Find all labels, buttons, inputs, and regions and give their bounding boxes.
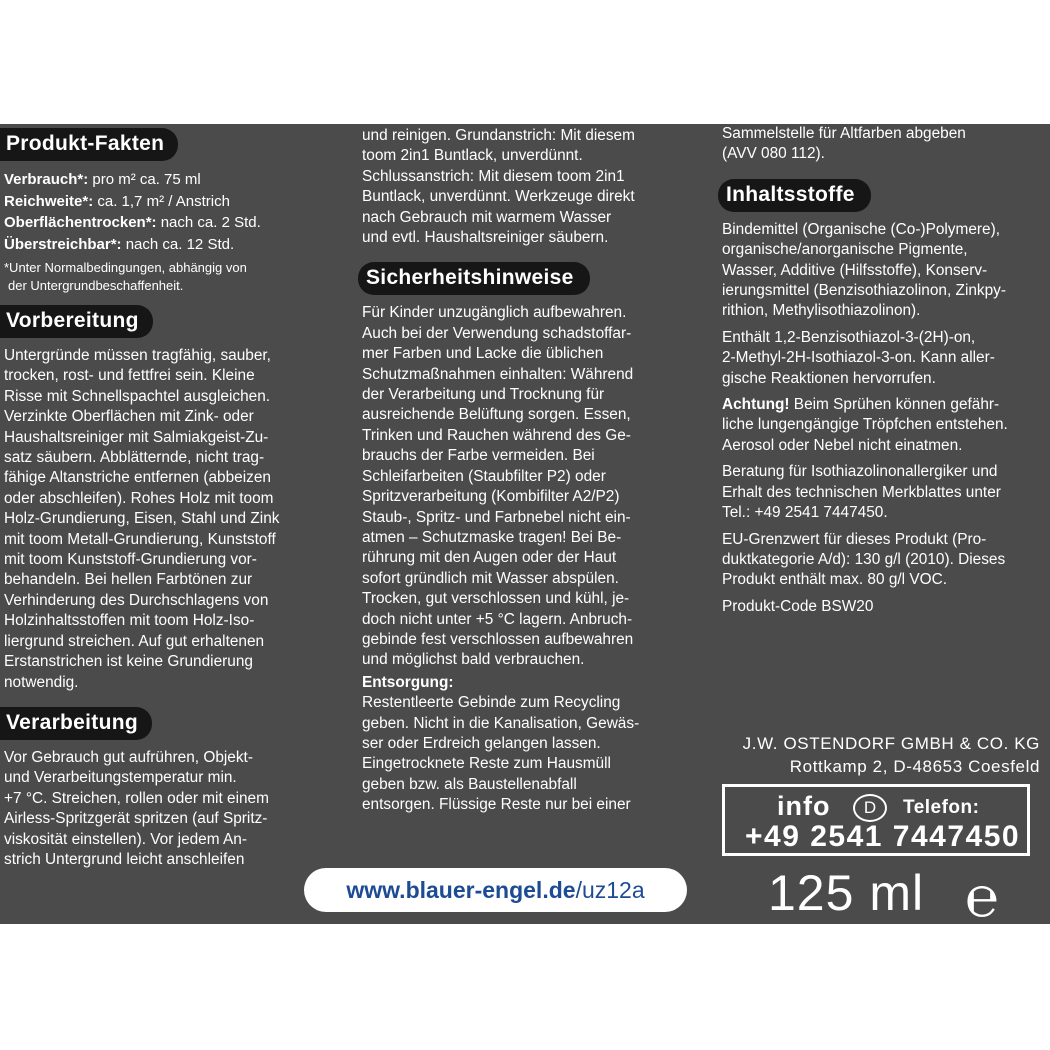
text-line: satz säubern. Abblätternde, nicht trag- [4,449,265,467]
text-line: Verhinderung des Durchschlagens von [4,591,269,609]
text-line: Spritzverarbeitung (Kombifilter A2/P2) [362,488,620,506]
text-line: atmen – Schutzmaske tragen! Bei Be- [362,528,622,546]
text-line: liche lungengängige Tröpfchen entstehen. [722,416,1008,434]
text-line: strich Untergrund leicht anschleifen [4,850,245,868]
country-badge: D [853,794,887,822]
text-line: ausreichende Belüftung sorgen. Essen, [362,406,631,424]
text-line: rührung mit den Augen oder der Haut [362,549,617,567]
text-line: Tel.: +49 2541 7447450. [722,504,888,522]
heading-product-facts: Produkt-Fakten [0,128,178,161]
footnote: *Unter Normalbedingungen, abhängig von der Untergrundbeschaffenheit. [4,260,247,293]
text-line: organische/anorganische Pigmente, [722,241,968,259]
text-line: Beratung für Isothiazolinonallergiker und [722,463,998,481]
text-line: Produkt enthält max. 80 g/l VOC. [722,571,947,589]
text-line: Schleifarbeiten (Staubfilter P2) oder [362,467,606,485]
volume: 125 ml [768,865,925,921]
processing-continued-text [358,126,698,248]
text-line: und evtl. Haushaltsreiniger säubern. [362,229,609,247]
phone-number: +49 2541 7447450 [745,820,1021,853]
disposal-label: Entsorgung: [362,673,454,691]
company-street: Rottkamp 2, D-48653 Coesfeld [789,757,1040,776]
info-word: info [777,791,831,821]
text-line: Haushaltsreiniger mit Salmiakgeist-Zu- [4,428,269,446]
text-line: Buntlack, unverdünnt. Werkzeuge direkt [362,188,635,206]
text-line: Staub-, Spritz- und Farbnebel nicht ein- [362,508,631,526]
text-line: Holz-Grundierung, Eisen, Stahl und Zink [4,510,280,528]
column-left [0,124,345,870]
text-line: gebinde fest verschlossen aufbewahren [362,630,634,648]
text-line: Bindemittel (Organische (Co-)Polymere), [722,220,1000,238]
text-line: duktkategorie A/d): 130 g/l (2010). Dieses [722,550,1006,568]
estimated-sign-icon: ℮ [965,865,999,924]
text-line: doch nicht unter +5 °C lagern. Anbruch- [362,610,633,628]
text-line: +7 °C. Streichen, rollen oder mit einem [4,789,269,807]
text-line: (AVV 080 112). [722,145,825,163]
fact-recoatable: Überstreichbar*: nach ca. 12 Std. [4,235,235,253]
text-line: geben. Nicht in die Kanalisation, Gewäs- [362,714,640,732]
text-line: Verzinkte Oberflächen mit Zink- oder [4,408,254,426]
warning-label: Achtung! [722,396,790,414]
text-line: ser oder Erdreich gelangen lassen. [362,734,601,752]
text-line: Holzinhaltsstoffen mit toom Holz-Iso- [4,612,255,630]
text-line: fähige Altanstriche entfernen (abbeizen [4,469,271,487]
text-line: 2-Methyl-2H-Isothiazol-3-on. Kann aller- [722,349,995,367]
text-line: Wasser, Additive (Hilfsstoffe), Konserv- [722,261,988,279]
text-line: gische Reaktionen hervorrufen. [722,369,936,387]
text-line: EU-Grenzwert für dieses Produkt (Pro- [722,530,987,548]
text-line: Für Kinder unzugänglich aufbewahren. [362,304,627,322]
text-line: Erhalt des technischen Merkblattes unter [722,483,1001,501]
text-line: mer Farben und Lacke die üblichen [362,345,604,363]
text-line: Schlussanstrich: Mit diesem toom 2in1 [362,167,625,185]
text-line: und Verarbeitungstemperatur min. [4,769,237,787]
fact-coverage: Reichweite*: ca. 1,7 m² / Anstrich [4,192,230,210]
blue-angel-url[interactable]: www.blauer-engel.de/uz12a [304,868,687,912]
text-line: mit toom Kunststoff-Grundierung vor- [4,551,257,569]
column-middle [358,124,698,816]
disposal-text [362,693,698,815]
column-right [718,124,1050,776]
text-line: brauchs der Farbe vermeiden. Bei [362,447,595,465]
text-line: und reinigen. Grundanstrich: Mit diesem [362,127,635,144]
text-line: Airless-Spritzgerät spritzen (auf Spritz- [4,810,268,828]
product-label [0,124,1050,924]
text-line: Trocken, gut verschlossen und kühl, je- [362,590,630,608]
text-line: der Verarbeitung und Trocknung für [362,386,605,404]
text-line: Auch bei der Verwendung schadstoffar- [362,324,632,342]
heading-ingredients: Inhaltsstoffe [718,179,871,212]
phone-label: Telefon: [903,797,980,818]
text-line: toom 2in1 Buntlack, unverdünnt. [362,147,583,165]
text-line: notwendig. [4,673,79,691]
heading-processing: Verarbeitung [0,707,152,740]
safety-text [358,303,698,670]
text-line: Eingetrocknete Reste zum Hausmüll [362,755,611,773]
heading-safety: Sicherheitshinweise [358,262,590,295]
text-line: viskosität einstellen). Vor jedem An- [4,830,247,848]
aerosol-warning: Achtung! Beim Sprühen können gefähr- liche lungengängige Tröpfchen entstehen. Aerosol oder Nebel nicht einatmen. [722,395,1050,456]
text-line: Restentleerte Gebinde zum Recycling [362,694,621,712]
disposal-continued-text [718,124,1050,165]
ingredients-text [718,220,1050,617]
company-address [718,732,1040,778]
text-line: Enthält 1,2-Benzisothiazol-3-(2H)-on, [722,328,976,346]
fact-consumption: Verbrauch*: pro m² ca. 75 ml [4,171,201,188]
text-line: Vor Gebrauch gut aufrühren, Objekt- [4,748,253,766]
heading-preparation: Vorbereitung [0,305,153,338]
text-line: mit toom Metall-Grundierung, Kunststoff [4,530,276,548]
text-line: Risse mit Schnellspachtel ausgleichen. [4,387,271,405]
product-facts-list [0,169,345,295]
text-line: behandeln. Bei hellen Farbtönen zur [4,571,253,589]
text-line: trocken, rost- und fettfrei sein. Kleine [4,367,255,385]
text-line: ierungsmittel (Benzisothiazolinon, Zinkpy- [722,282,1006,300]
text-line: Aerosol oder Nebel nicht einatmen. [722,436,963,454]
text-line: Trinken und Rauchen während des Ge- [362,426,631,444]
product-code: Produkt-Code BSW20 [722,597,874,615]
text-line: Erstanstrichen ist keine Grundierung [4,653,253,671]
text-line: Untergründe müssen tragfähig, sauber, [4,347,271,364]
text-line: liergrund streichen. Auf gut erhaltenen [4,632,265,650]
text-line: sofort gründlich mit Wasser abspülen. [362,569,619,587]
preparation-text [0,346,345,693]
processing-text [0,748,345,870]
text-line: nach Gebrauch mit warmem Wasser [362,208,612,226]
text-line: Schutzmaßnahmen einhalten: Während [362,365,634,383]
text-line: und möglichst bald verbrauchen. [362,651,585,669]
text-line: Sammelstelle für Altfarben abgeben [722,125,966,142]
text-line: oder abschleifen). Rohes Holz mit toom [4,489,274,507]
fact-surface-dry: Oberflächentrocken*: nach ca. 2 Std. [4,214,261,231]
text-line: entsorgen. Flüssige Reste nur bei einer [362,796,631,814]
text-line: geben bzw. als Baustellenabfall [362,775,577,793]
company-name: J.W. OSTENDORF GMBH & CO. KG [742,734,1040,753]
text-line: rithion, Methylisothiazolinon). [722,302,921,320]
info-hotline-box [722,784,1030,856]
